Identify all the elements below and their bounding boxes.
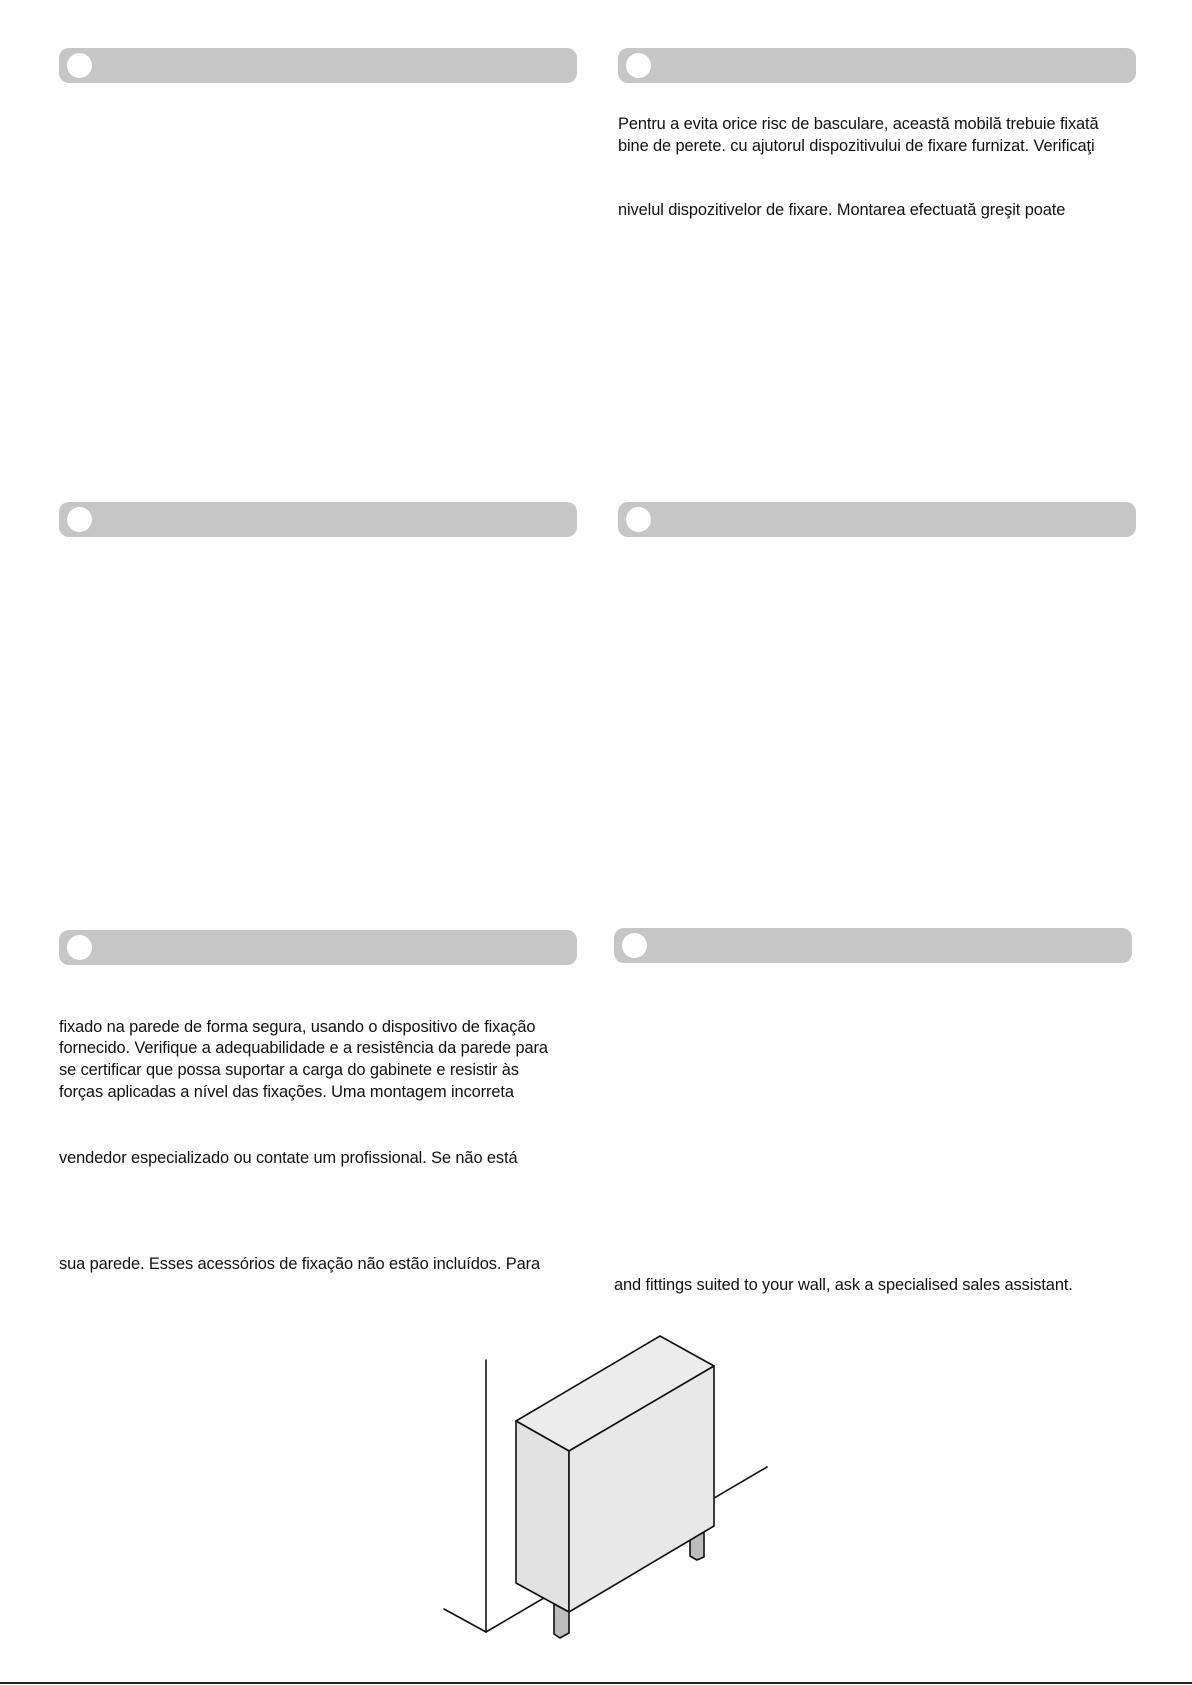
pt-text-line-3: se certificar que possa suportar a carga do gabinete e resistir às <box>59 1061 519 1079</box>
section-header-bar-1 <box>59 48 577 83</box>
wall-base-line <box>444 1609 486 1632</box>
section-header-bar-6 <box>614 928 1132 963</box>
pt-text-line-5: vendedor especializado ou contate um profissional. Se não está <box>59 1149 518 1167</box>
section-number-circle <box>67 53 92 78</box>
section-number-circle <box>67 507 92 532</box>
en-text-line-1: and fittings suited to your wall, ask a specialised sales assistant. <box>614 1276 1073 1294</box>
section-number-circle <box>622 933 647 958</box>
ro-text-line-1: Pentru a evita orice risc de basculare, această mobilă trebuie fixată <box>618 115 1099 133</box>
section-header-bar-2 <box>618 48 1136 83</box>
section-header-bar-5 <box>59 930 577 965</box>
pt-text-line-6: sua parede. Esses acessórios de fixação não estão incluídos. Para <box>59 1255 540 1273</box>
section-header-bar-3 <box>59 502 577 537</box>
pt-text-line-2: fornecido. Verifique a adequabilidade e a resistência da parede para <box>59 1039 548 1057</box>
ro-text-line-2: bine de perete. cu ajutorul dispozitivului de fixare furnizat. Verificaţi <box>618 137 1095 155</box>
ro-text-line-3: nivelul dispozitivelor de fixare. Montarea efectuată greşit poate <box>618 201 1066 219</box>
section-header-bar-4 <box>618 502 1136 537</box>
section-number-circle <box>626 53 651 78</box>
cabinet-wall-illustration <box>430 1325 780 1645</box>
pt-text-line-4: forças aplicadas a nível das fixações. Uma montagem incorreta <box>59 1083 514 1101</box>
cabinet-side-face <box>516 1421 569 1612</box>
section-number-circle <box>626 507 651 532</box>
section-number-circle <box>67 935 92 960</box>
page-bottom-rule <box>0 1682 1192 1684</box>
pt-text-line-1: fixado na parede de forma segura, usando o dispositivo de fixação <box>59 1018 536 1036</box>
